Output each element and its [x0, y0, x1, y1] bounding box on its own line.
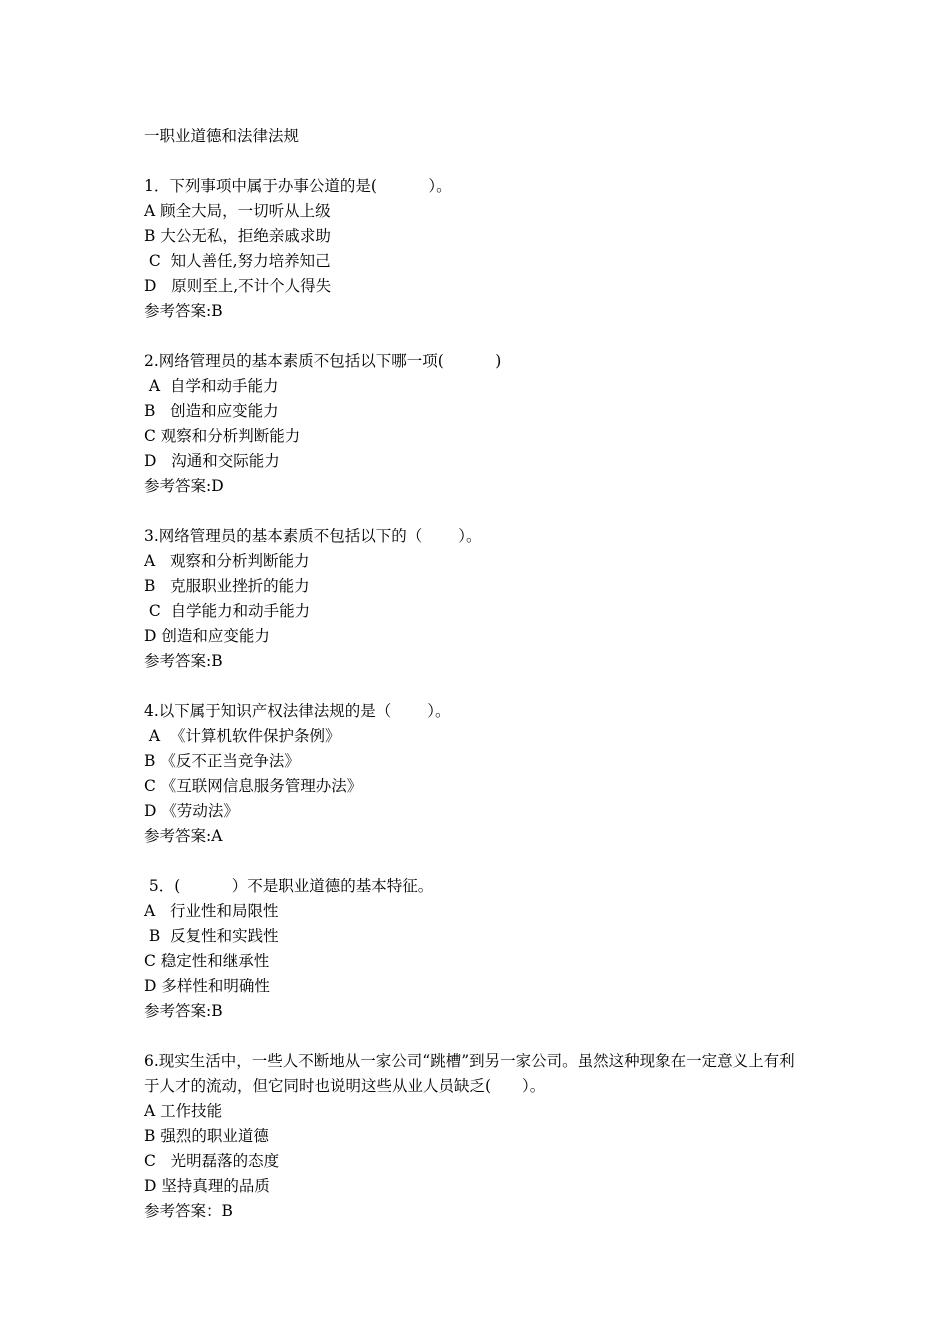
option-d: D 《劳动法》	[144, 802, 239, 820]
option-d: D 沟通和交际能力	[144, 452, 280, 470]
option-c: C 知人善任,努力培养知己	[144, 252, 331, 270]
option-a: A 观察和分析判断能力	[144, 552, 310, 570]
answer: 参考答案:B	[144, 652, 223, 670]
question-6	[144, 1049, 824, 1224]
option-b: B 大公无私，拒绝亲戚求助	[144, 227, 331, 245]
question-1	[144, 174, 824, 324]
answer: 参考答案：B	[144, 1202, 233, 1220]
answer: 参考答案:B	[144, 1002, 223, 1020]
question-2	[144, 349, 824, 499]
answer: 参考答案:A	[144, 827, 223, 845]
option-c: C 《互联网信息服务管理办法》	[144, 777, 363, 795]
option-a: A 《计算机软件保护条例》	[144, 727, 341, 745]
question-stem: 3.网络管理员的基本素质不包括以下的（ ）。	[144, 527, 482, 545]
question-stem: 6.现实生活中，一些人不断地从一家公司“跳槽”到另一家公司。虽然这种现象在一定意义上有利于人才的流动，但它同时也说明这些从业人员缺乏( ）。	[144, 1052, 795, 1095]
question-5	[144, 874, 824, 1024]
option-c: C 稳定性和继承性	[144, 952, 270, 970]
answer: 参考答案:D	[144, 477, 224, 495]
option-b: B 创造和应变能力	[144, 402, 279, 420]
question-stem: 5．( ）不是职业道德的基本特征。	[144, 877, 434, 895]
question-4	[144, 699, 824, 849]
option-b: B 反复性和实践性	[144, 927, 279, 945]
option-d: D 坚持真理的品质	[144, 1177, 270, 1195]
option-a: A 行业性和局限性	[144, 902, 279, 920]
option-b: B 强烈的职业道德	[144, 1127, 269, 1145]
option-b: B 《反不正当竞争法》	[144, 752, 300, 770]
question-stem: 4.以下属于知识产权法律法规的是（ ）。	[144, 702, 451, 720]
option-d: D 原则至上,不计个人得失	[144, 277, 332, 295]
option-c: C 光明磊落的态度	[144, 1152, 280, 1170]
section-title: 一职业道德和法律法规	[144, 127, 300, 145]
question-stem: 2.网络管理员的基本素质不包括以下哪一项( )	[144, 352, 502, 370]
option-d: D 创造和应变能力	[144, 627, 270, 645]
option-c: C 自学能力和动手能力	[144, 602, 311, 620]
option-a: A 顾全大局，一切听从上级	[144, 202, 331, 220]
option-a: A 工作技能	[144, 1102, 223, 1120]
question-3	[144, 524, 824, 674]
option-b: B 克服职业挫折的能力	[144, 577, 310, 595]
question-stem: 1．下列事项中属于办事公道的是( ）。	[144, 177, 452, 195]
option-d: D 多样性和明确性	[144, 977, 270, 995]
option-c: C 观察和分析判断能力	[144, 427, 301, 445]
document-page	[144, 124, 824, 1249]
option-a: A 自学和动手能力	[144, 377, 279, 395]
answer: 参考答案:B	[144, 302, 223, 320]
